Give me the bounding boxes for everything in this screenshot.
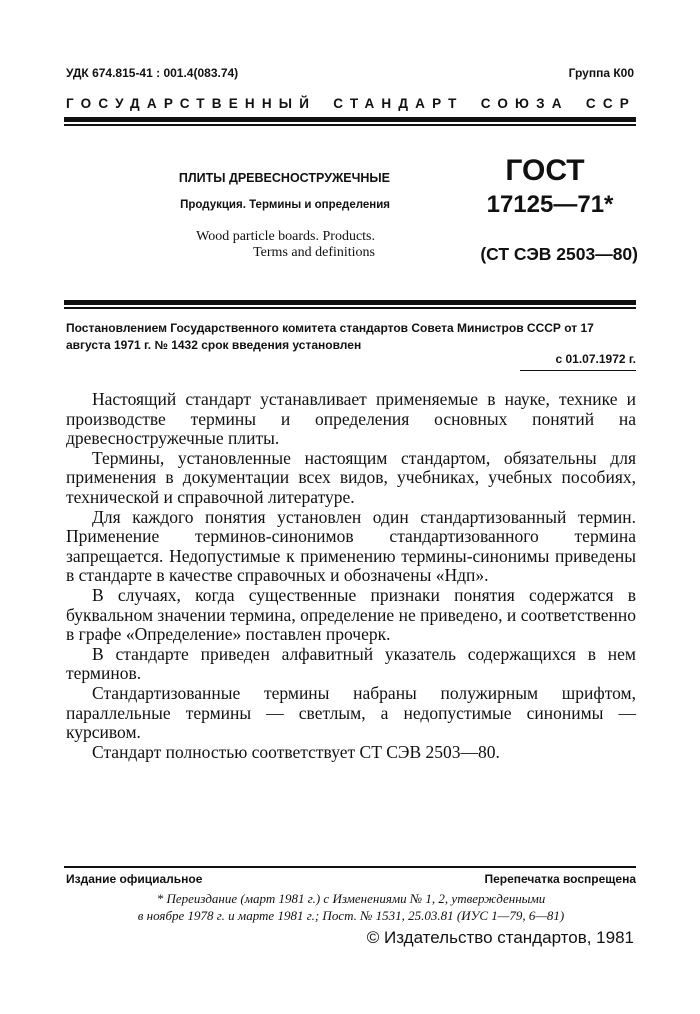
date-underline	[520, 370, 636, 371]
official-edition-label: Издание официальное	[66, 872, 203, 886]
st-sev-designation: (СТ СЭВ 2503—80)	[480, 244, 638, 264]
header-rule-thick	[64, 117, 636, 122]
title-english-line-1: Wood particle boards. Products.	[196, 229, 375, 244]
title-rule-thick	[64, 300, 636, 305]
state-standard-word-4: ССР	[585, 96, 636, 111]
title-english-line-2: Terms and definitions	[253, 245, 375, 260]
state-standard-word-2: СТАНДАРТ	[333, 96, 464, 111]
header-rule-thin	[64, 124, 636, 126]
title-russian: ПЛИТЫ ДРЕВЕСНОСТРУЖЕЧНЫЕ	[178, 171, 390, 185]
body-paragraph: В случаях, когда существенные признаки понятия содержатся в буквальном значении термина, определение не приведено, и соответственно в графе «Определение» поставлен прочерк.	[66, 584, 636, 645]
title-rule-thin	[64, 307, 636, 309]
state-standard-word-3: СОЮЗА	[480, 96, 569, 111]
body-paragraph: В стандарте приведен алфавитный указатель содержащихся в нем терминов.	[66, 643, 636, 684]
body-paragraph: Стандарт полностью соответствует СТ СЭВ 2503—80.	[92, 741, 500, 762]
state-standard-heading	[66, 96, 636, 111]
footer-rule	[64, 866, 636, 868]
subtitle-russian: Продукция. Термины и определения	[180, 199, 390, 211]
decree-text: Постановлением Государственного комитета стандартов Совета Министров СССР от 17 августа 1971 г. № 1432 срок введения установлен	[66, 321, 594, 352]
copyright-notice: © Издательство стандартов, 1981	[366, 928, 634, 947]
reprint-prohibited-label: Перепечатка воспрещена	[484, 872, 636, 886]
body-paragraph: Для каждого понятия установлен один стандартизованный термин. Применение терминов-синонимов стандартизованного термина запрещается. Недопустимые к применению термины-синонимы приведены в стандарте в качестве справочных и обозначены «Ндп».	[66, 506, 636, 586]
gost-number: 17125—71*	[486, 191, 614, 218]
classification-group: Группа К00	[568, 66, 634, 80]
reissue-footnote	[66, 890, 636, 924]
gost-label: ГОСТ	[505, 154, 585, 187]
body-paragraph: Стандартизованные термины набраны полужирным шрифтом, параллельные термины — светлым, а недопустимые синонимы — курсивом.	[66, 682, 636, 743]
footnote-line-2: в ноябре 1978 г. и марте 1981 г.; Пост. № 1531, 25.03.81 (ИУС 1—79, 6—81)	[137, 908, 565, 923]
effective-date: с 01.07.1972 г.	[555, 352, 636, 366]
body-paragraph: Настоящий стандарт устанавливает применяемые в науке, технике и производстве термины и определения основных понятий на древесностружечные плиты.	[66, 389, 636, 449]
udk-code: УДК 674.815-41 : 001.4(083.74)	[66, 66, 239, 80]
title-english	[120, 229, 375, 261]
body-text	[66, 390, 636, 762]
body-paragraph: Термины, установленные настоящим стандартом, обязательны для применения в документации всех видов, учебниках, учебных пособиях, технической и справочной литературе.	[66, 447, 636, 507]
state-standard-word-1: ГОСУДАРСТВЕННЫЙ	[66, 96, 317, 111]
footnote-line-1: * Переиздание (март 1981 г.) с Изменениями № 1, 2, утвержденными	[156, 891, 546, 906]
